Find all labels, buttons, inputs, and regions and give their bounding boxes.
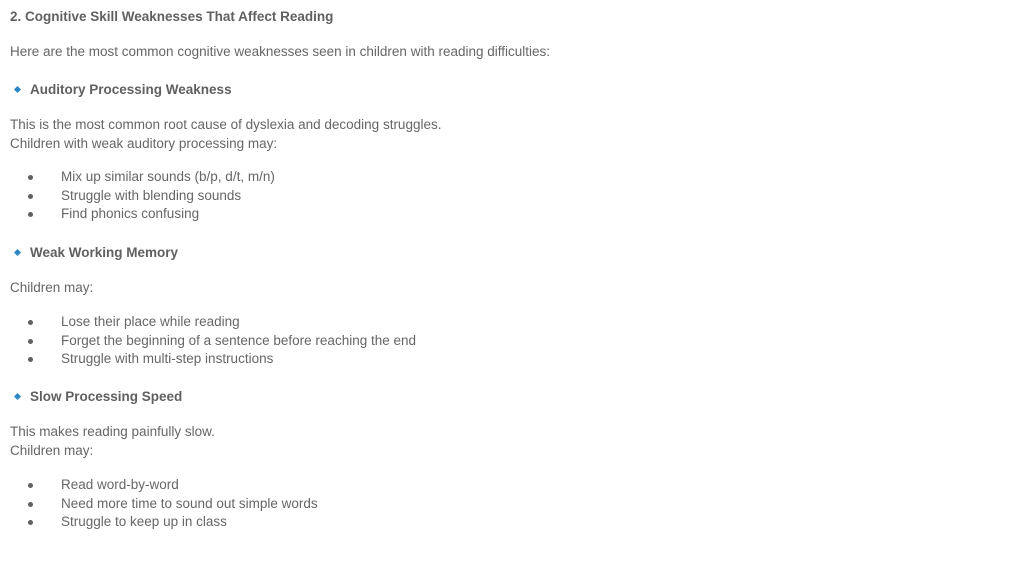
list-item xyxy=(10,350,416,369)
list-item xyxy=(10,313,416,332)
list-item xyxy=(10,168,275,187)
bullet-dot-icon xyxy=(28,320,33,325)
paragraph-line: This makes reading painfully slow. xyxy=(10,424,215,439)
list-item-text: Struggle to keep up in class xyxy=(61,514,227,530)
bullet-dot-icon xyxy=(28,212,33,217)
small-blue-diamond-icon xyxy=(14,86,21,93)
bullet-dot-icon xyxy=(28,339,33,344)
section-heading-processing-speed xyxy=(14,389,182,404)
heading-label: Slow Processing Speed xyxy=(30,389,183,404)
bullet-list-working-memory xyxy=(10,313,416,369)
intro-paragraph: Here are the most common cognitive weaknesses seen in children with reading difficulties: xyxy=(10,44,551,59)
bullet-dot-icon xyxy=(28,357,33,362)
paragraph-line: Children may: xyxy=(10,442,94,458)
bullet-dot-icon xyxy=(28,175,33,180)
list-item xyxy=(10,332,416,351)
list-item xyxy=(10,476,318,495)
paragraph-line: Children may: xyxy=(10,280,94,295)
bullet-dot-icon xyxy=(28,502,33,507)
list-item-text: Struggle with blending sounds xyxy=(61,187,242,203)
bullet-dot-icon xyxy=(28,520,33,525)
bullet-dot-icon xyxy=(28,194,33,199)
list-item xyxy=(10,187,275,206)
paragraph-line: Children with weak auditory processing may: xyxy=(10,135,278,151)
list-item-text: Mix up similar sounds (b/p, d/t, m/n) xyxy=(61,169,275,184)
bullet-dot-icon xyxy=(28,483,33,488)
list-item-text: Struggle with multi-step instructions xyxy=(61,351,274,367)
bullet-list-auditory xyxy=(10,168,275,224)
small-blue-diamond-icon xyxy=(14,393,21,400)
bullet-list-processing-speed xyxy=(10,476,318,532)
list-item-text: Read word-by-word xyxy=(61,477,179,492)
heading-label: Auditory Processing Weakness xyxy=(30,82,232,97)
list-item-text: Find phonics confusing xyxy=(61,206,200,222)
section-heading-working-memory xyxy=(14,245,178,260)
small-blue-diamond-icon xyxy=(14,249,21,256)
paragraph-line: This is the most common root cause of dyslexia and decoding struggles. xyxy=(10,117,442,132)
section-heading-auditory-processing xyxy=(14,82,232,97)
list-item-text: Lose their place while reading xyxy=(61,314,240,329)
list-item xyxy=(10,513,318,532)
list-item xyxy=(10,495,318,514)
list-item xyxy=(10,205,275,224)
heading-label: Weak Working Memory xyxy=(30,245,179,260)
list-item-text: Forget the beginning of a sentence before reaching the end xyxy=(61,332,417,348)
section-title: 2. Cognitive Skill Weaknesses That Affect Reading xyxy=(10,9,334,24)
list-item-text: Need more time to sound out simple words xyxy=(61,495,318,511)
